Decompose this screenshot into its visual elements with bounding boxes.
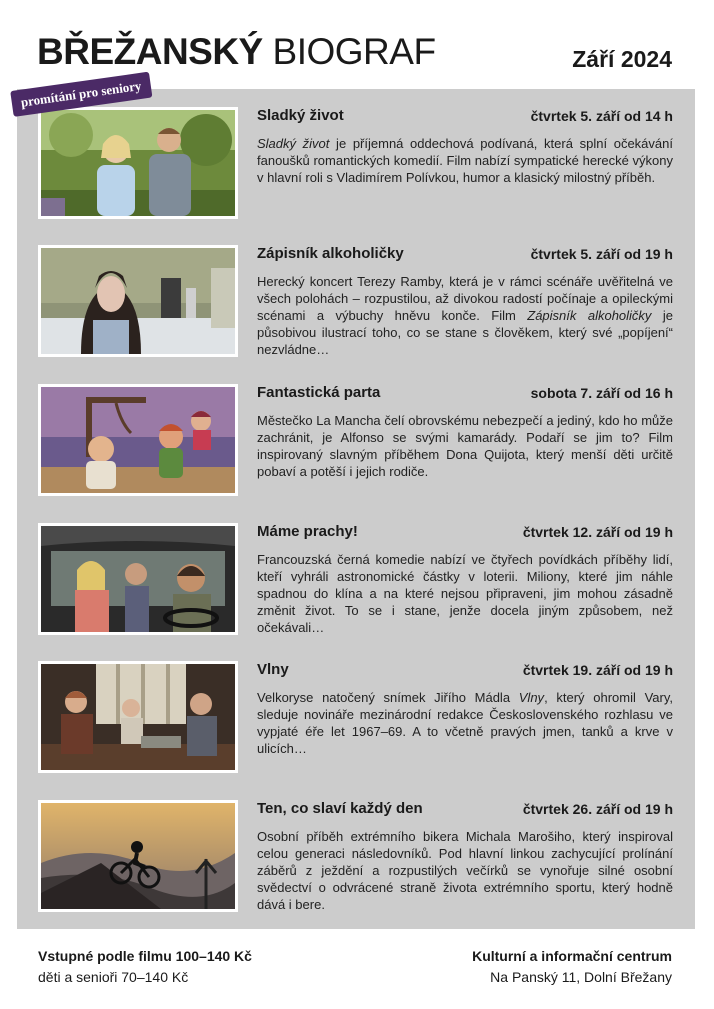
film-still-ten-co-slavi-kazdy-den bbox=[41, 803, 235, 909]
film-description-text: je působivou ilustrací toho, co se stane s člověkem, který své „popíjení“ nezvládne… bbox=[257, 308, 673, 357]
film-showtime: čtvrtek 5. září od 14 h bbox=[530, 108, 673, 124]
venue-name: Kulturní a informační centrum bbox=[472, 948, 672, 964]
brand-title bbox=[37, 32, 436, 72]
film-still-image bbox=[38, 661, 238, 773]
film-still-image bbox=[38, 107, 238, 219]
film-still-image bbox=[38, 800, 238, 912]
film-still-zapisnik-alkoholicky bbox=[41, 248, 235, 354]
film-title: Máme prachy! bbox=[257, 523, 358, 540]
film-still-fantasticka-parta bbox=[41, 387, 235, 493]
film-description: Městečko La Mancha čelí obrovskému nebezpečí a jediný, kdo ho může zachránit, je Alfonso se svými kamarády. Podaří se jim to? Film inspirovaný slavným příběhem Dona Quijota, který menší děti určitě pobaví a potěší i jejich rodiče. bbox=[257, 413, 673, 479]
film-still-image bbox=[38, 523, 238, 635]
senior-screening-badge: promítání pro seniory bbox=[10, 72, 152, 117]
film-showtime: čtvrtek 5. září od 19 h bbox=[530, 246, 673, 262]
film-description-emphasis: Zápisník alkoholičky bbox=[527, 308, 652, 323]
film-description-emphasis: Sladký život bbox=[257, 136, 330, 151]
film-title: Zápisník alkoholičky bbox=[257, 245, 404, 262]
brand-title-light: BIOGRAF bbox=[272, 31, 436, 72]
film-description bbox=[257, 273, 673, 358]
film-still-sladky-zivot bbox=[41, 110, 235, 216]
price-reduced: děti a senioři 70–140 Kč bbox=[38, 969, 189, 985]
film-still-mame-prachy bbox=[41, 526, 235, 632]
film-description: Francouzská černá komedie nabízí ve čtyřech povídkách příběhy lidí, kteří vyhráli astronomické částky v loterii. Miliony, které jim náhle spadnou do klína a na které nejsou připraveni, jim mohou zásadně změnit život. To se i stane, jenže docela jiným způsobem, než očekávali… bbox=[257, 552, 673, 635]
film-description bbox=[257, 135, 673, 186]
film-description-text: je příjemná oddechová podívaná, která splní očekávání fanoušků romantických komedií. Film nabízí sympatické herecké výkony v hlavní roli s Vladimírem Polívkou, humor a klasický milostný příběh. bbox=[257, 136, 673, 185]
film-description bbox=[257, 689, 673, 757]
film-title: Sladký život bbox=[257, 107, 344, 124]
film-still-vlny bbox=[41, 664, 235, 770]
film-still-image bbox=[38, 245, 238, 357]
film-description-text: Herecký koncert Terezy Ramby, která je v rámci scénáře uvěřitelná ve všech polohách – rozpustilou, až divokou radostí počínaje a opileckými scénami a výbuchy hněvu konče. Film bbox=[257, 274, 673, 323]
film-description-text: Velkoryse natočený snímek Jiřího Mádla bbox=[257, 690, 519, 705]
film-title: Fantastická parta bbox=[257, 384, 381, 401]
film-showtime: sobota 7. září od 16 h bbox=[530, 385, 673, 401]
film-showtime: čtvrtek 26. září od 19 h bbox=[522, 801, 673, 817]
film-title: Ten, co slaví každý den bbox=[257, 800, 423, 817]
month-label: Září 2024 bbox=[572, 46, 672, 72]
film-description-emphasis: Vlny bbox=[518, 690, 545, 705]
venue-info bbox=[472, 946, 672, 988]
venue-address: Na Panský 11, Dolní Břežany bbox=[490, 969, 672, 985]
film-title: Vlny bbox=[257, 661, 289, 678]
film-showtime: čtvrtek 12. září od 19 h bbox=[522, 524, 673, 540]
film-still-image bbox=[38, 384, 238, 496]
film-showtime: čtvrtek 19. září od 19 h bbox=[522, 662, 673, 678]
film-description-text: , který ohromil Vary, sleduje novináře mezinárodní redakce Československého rozhlasu ve vypjaté éře let 1967–69. A to včetně pravých jmen, tanků a krve v ulicích… bbox=[257, 690, 674, 756]
price-label: Vstupné podle filmu 100–140 Kč bbox=[38, 948, 252, 964]
price-info bbox=[38, 946, 252, 988]
film-description: Osobní příběh extrémního bikera Michala Marošiho, který inspiroval celou generaci následovníků. Pod hlavní linkou zachycující prolínání záběrů z ježdění a rozpustilých večírků se vynořuje silné osobní svědectví o odvrácené straně života extrémního sportu, který hodně dává i bere. bbox=[257, 829, 673, 912]
brand-title-bold: BŘEŽANSKÝ bbox=[37, 31, 263, 72]
